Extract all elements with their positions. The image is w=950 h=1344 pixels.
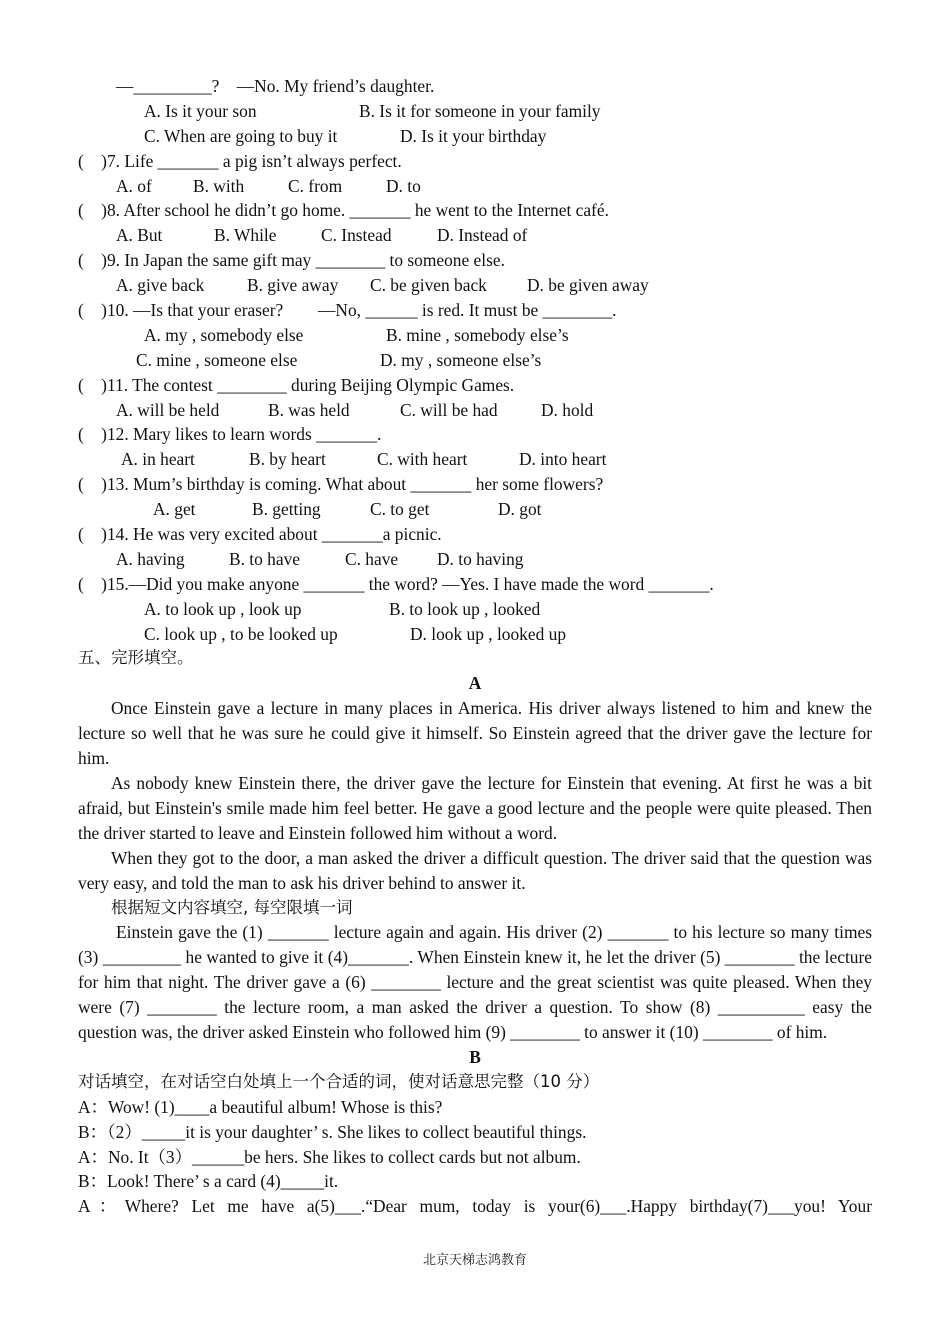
q12-options	[78, 447, 872, 472]
dialogue-line-4: B：Look! There’ s a card (4)_____it.	[78, 1171, 339, 1192]
q6-options-ab	[78, 99, 872, 124]
q8-option-c: C. Instead	[321, 225, 392, 246]
q9-option-b: B. give away	[247, 275, 339, 296]
part-a-heading: A	[468, 673, 482, 694]
instruction-b: 对话填空，在对话空白处填上一个合适的词，使对话意思完整（10 分）	[78, 1071, 600, 1091]
q14-option-a: A. having	[116, 548, 185, 569]
section5-title: 五、完形填空。	[78, 648, 194, 668]
q7-option-b: B. with	[193, 175, 245, 196]
q12-option-d: D. into heart	[519, 449, 607, 470]
dialogue-line-3: A：No. It（3）______be hers. She likes to collect cards but not album.	[78, 1146, 581, 1167]
q11-option-a: A. will be held	[116, 399, 220, 420]
q9-option-d: D. be given away	[527, 275, 649, 296]
q11-options	[78, 398, 872, 423]
instruction-a: 根据短文内容填空, 每空限填一词	[111, 897, 353, 917]
q15-option-a: A. to look up , look up	[144, 598, 302, 619]
q6-option-a: A. Is it your son	[144, 100, 257, 121]
q8-options	[78, 223, 872, 248]
summary-cloze-paragraph: Einstein gave the (1) _______ lecture again and again. His driver (2) _______ to his lecture so many times (3) _________ he wanted to give it (4)_______. When Einstein knew it, he let the driver (5) ________ the lecture for him that night. The driver gave a (6) ________ lecture and the great scientist was quite pleased. When they were (7) ________ the lecture room, a man asked the driver a question. To show (8) __________ easy the question was, the driver asked Einstein who followed him (9) ________ to answer it (10) ________ of him.	[78, 922, 872, 1043]
passage-paragraph-3: When they got to the door, a man asked the driver a difficult question. The driver said that the question was very easy, and told the man to ask his driver behind to answer it.	[78, 847, 872, 893]
q8-option-a: A. But	[116, 225, 163, 246]
q10-option-b: B. mine , somebody else’s	[386, 324, 569, 345]
q10-option-c: C. mine , someone else	[136, 349, 298, 370]
passage-paragraph-1: Once Einstein gave a lecture in many places in America. His driver always listened to him and knew the lecture so well that he was sure he could give it himself. So Einstein agreed that the driver gave the lecture for him.	[78, 698, 872, 769]
q9-option-a: A. give back	[116, 275, 205, 296]
q14-options	[78, 547, 872, 572]
q7-stem: ( )7. Life _______ a pig isn’t always perfect.	[78, 150, 402, 171]
q7-option-d: D. to	[386, 175, 421, 196]
worksheet-page	[78, 74, 872, 1219]
q11-stem: ( )11. The contest ________ during Beijing Olympic Games.	[78, 374, 515, 395]
dialogue-line-2: B：（2）_____it is your daughter’ s. She likes to collect beautiful things.	[78, 1121, 587, 1142]
q13-option-a: A. get	[153, 499, 196, 520]
q14-option-d: D. to having	[437, 548, 524, 569]
dialogue-line-1: A：Wow! (1)____a beautiful album! Whose is this?	[78, 1096, 443, 1117]
q15-option-b: B. to look up , looked	[389, 598, 541, 619]
q10-stem-line	[78, 298, 872, 323]
q6-option-c: C. When are going to buy it	[144, 125, 338, 146]
q8-stem-line	[78, 198, 872, 223]
q9-stem: ( )9. In Japan the same gift may ________ to someone else.	[78, 250, 505, 271]
q6-option-b: B. Is it for someone in your family	[359, 100, 601, 121]
q13-stem: ( )13. Mum’s birthday is coming. What about _______ her some flowers?	[78, 474, 604, 495]
q13-option-c: C. to get	[370, 499, 430, 520]
q11-option-b: B. was held	[268, 399, 350, 420]
q9-options	[78, 273, 872, 298]
q15-options-ab	[78, 597, 872, 622]
q9-stem-line	[78, 248, 872, 273]
q12-option-b: B. by heart	[249, 449, 326, 470]
q10-options-cd	[78, 348, 872, 373]
q11-option-c: C. will be had	[400, 399, 498, 420]
q6-options-cd	[78, 124, 872, 149]
q7-option-a: A. of	[116, 175, 152, 196]
q15-stem: ( )15.—Did you make anyone _______ the word? —Yes. I have made the word _______.	[78, 573, 714, 594]
passage-paragraph-2: As nobody knew Einstein there, the driver gave the lecture for Einstein that evening. At first he was a bit afraid, but Einstein's smile made him feel better. He gave a good lecture and the people were quite pleased. Then the driver started to leave and Einstein followed him without a word.	[78, 772, 872, 843]
q12-stem-line	[78, 422, 872, 447]
q11-option-d: D. hold	[541, 399, 594, 420]
q8-stem: ( )8. After school he didn’t go home. _______ he went to the Internet café.	[78, 200, 609, 221]
q15-option-c: C. look up , to be looked up	[144, 623, 338, 644]
q12-stem: ( )12. Mary likes to learn words _______.	[78, 424, 382, 445]
q14-option-b: B. to have	[229, 548, 300, 569]
q6-stem-line	[78, 74, 872, 99]
q15-stem-line	[78, 572, 872, 597]
q11-stem-line	[78, 373, 872, 398]
q7-option-c: C. from	[288, 175, 343, 196]
dialogue-line-5: A：Where? Let me have a(5)___.“Dear mum, today is your(6)___.Happy birthday(7)___you! Your	[78, 1196, 872, 1217]
q8-option-d: D. Instead of	[437, 225, 528, 246]
q7-stem-line	[78, 149, 872, 174]
part-b-heading: B	[469, 1046, 481, 1067]
q13-options	[78, 497, 872, 522]
q14-option-c: C. have	[345, 548, 399, 569]
q9-option-c: C. be given back	[370, 275, 487, 296]
q13-stem-line	[78, 472, 872, 497]
q13-option-b: B. getting	[252, 499, 321, 520]
q15-options-cd	[78, 622, 872, 647]
q12-option-c: C. with heart	[377, 449, 468, 470]
q10-option-a: A. my , somebody else	[144, 324, 304, 345]
q6-stem: —_________? —No. My friend’s daughter.	[116, 76, 435, 96]
q7-options	[78, 174, 872, 199]
q10-options-ab	[78, 323, 872, 348]
q8-option-b: B. While	[214, 225, 277, 246]
q15-option-d: D. look up , looked up	[410, 623, 567, 644]
q6-option-d: D. Is it your birthday	[400, 125, 547, 146]
q12-option-a: A. in heart	[121, 449, 195, 470]
page-footer: 北京天梯志鸿教育	[422, 1253, 527, 1268]
q10-stem: ( )10. —Is that your eraser? —No, ______ is red. It must be ________.	[78, 300, 617, 321]
q14-stem: ( )14. He was very excited about _______a picnic.	[78, 524, 442, 545]
q14-stem-line	[78, 522, 872, 547]
q10-option-d: D. my , someone else’s	[380, 349, 542, 370]
q13-option-d: D. got	[498, 499, 542, 520]
